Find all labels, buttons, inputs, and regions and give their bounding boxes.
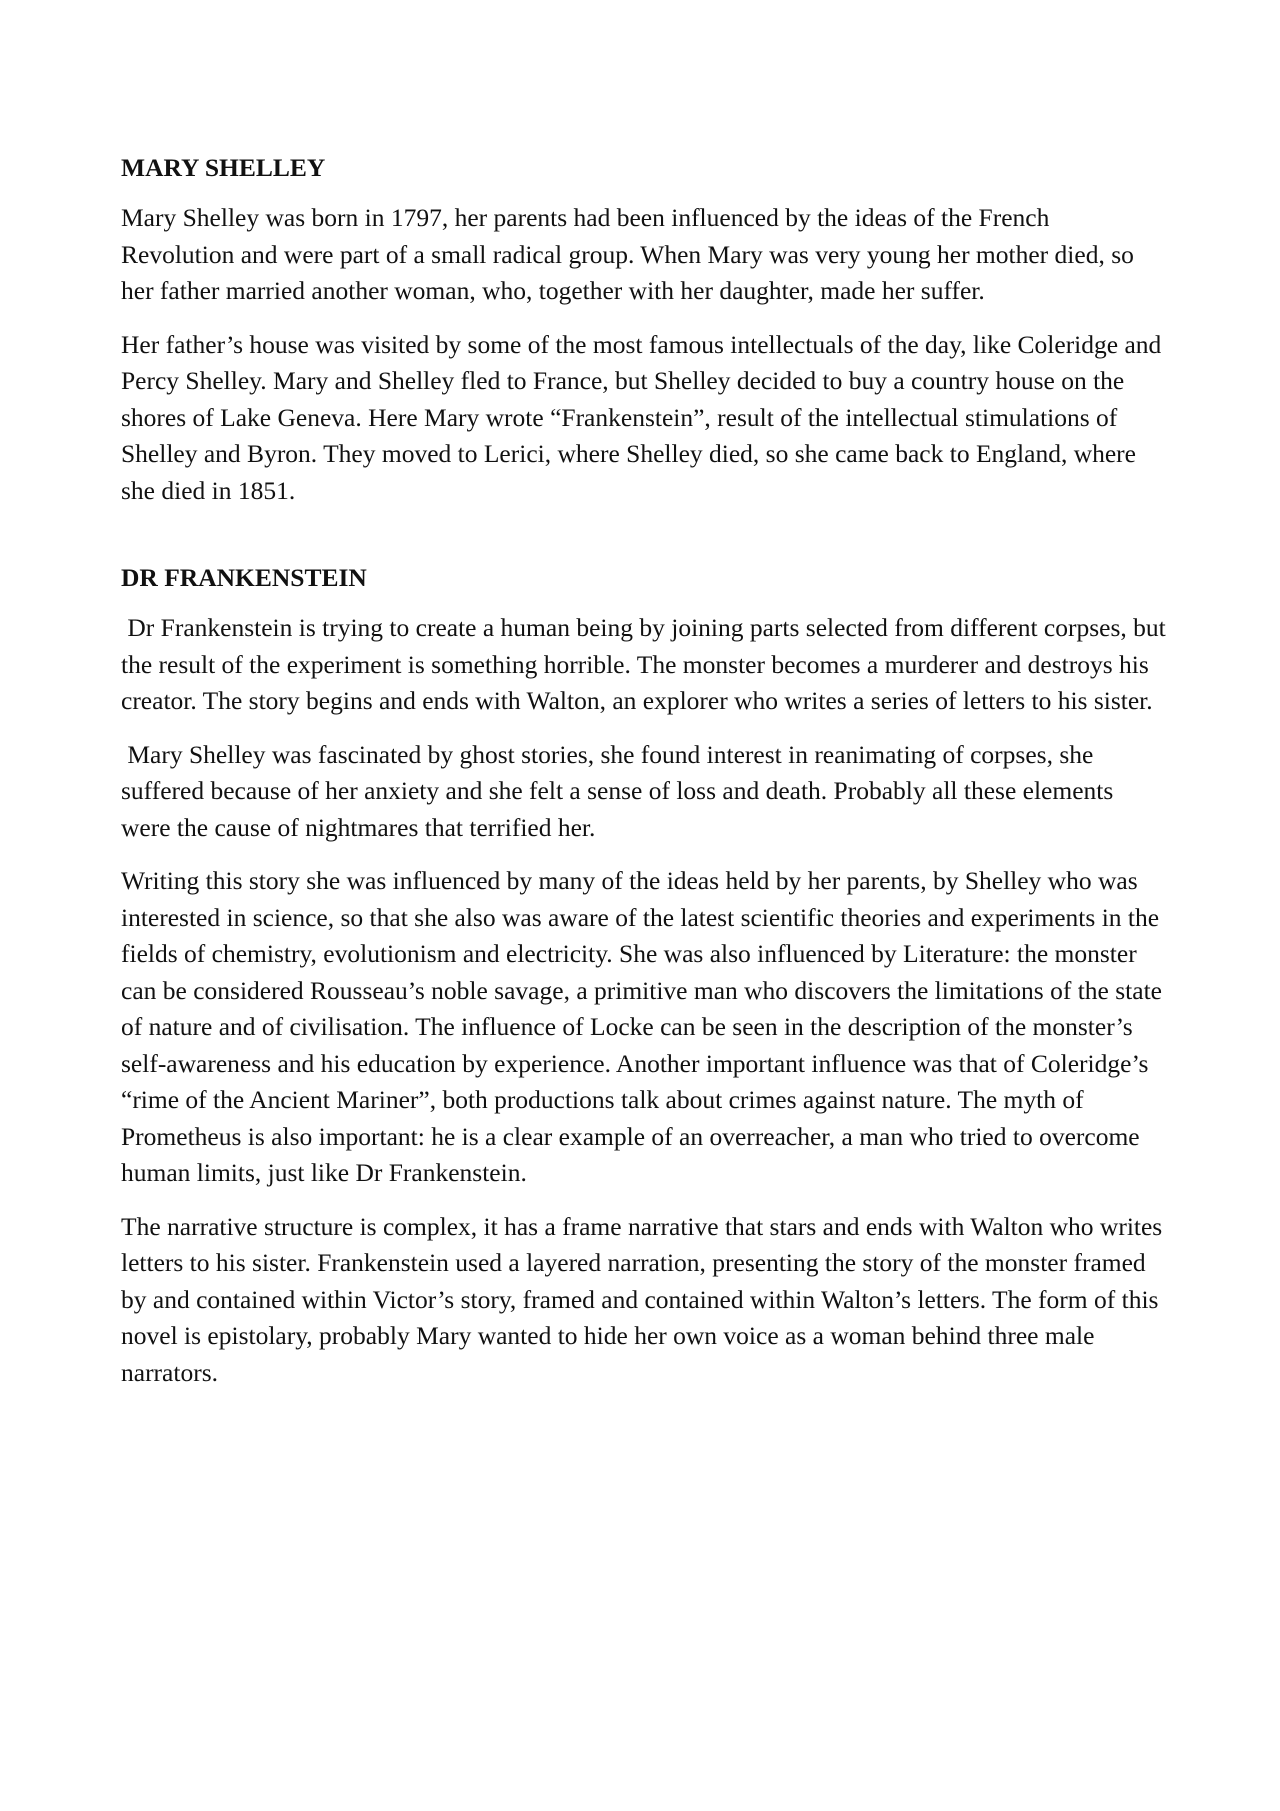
paragraph: The narrative structure is complex, it has a frame narrative that stars and ends with Walton who writes letters to his sister. Frankenstein used a layered narration, presenting the story of the monster framed by and contained within Victor’s story, framed and contained within Walton’s letters. The form of this novel is epistolary, probably Mary wanted to hide her own voice as a woman behind three male narrators.	[121, 1211, 1169, 1387]
section-heading: DR FRANKENSTEIN	[121, 563, 367, 592]
paragraph: Dr Frankenstein is trying to create a human being by joining parts selected from different corpses, but the result of the experiment is something horrible. The monster becomes a murderer and destroys his creator. The story begins and ends with Walton, an explorer who writes a series of letters to his sister.	[121, 613, 1173, 715]
section-heading: MARY SHELLEY	[121, 153, 326, 182]
document-page	[121, 150, 1173, 1408]
section-dr-frankenstein	[121, 560, 1173, 1391]
paragraph: Her father’s house was visited by some of the most famous intellectuals of the day, like Coleridge and Percy Shelley. Mary and Shelley fled to France, but Shelley decided to buy a country house on the shores of Lake Geneva. Here Mary wrote “Frankenstein”, result of the intellectual stimulations of Shelley and Byron. They moved to Lerici, where Shelley died, so she came back to England, where she died in 1851.	[121, 329, 1168, 505]
paragraph: Writing this story she was influenced by many of the ideas held by her parents, by Shelley who was interested in science, so that she also was aware of the latest scientific theories and experiments in the fields of chemistry, evolutionism and electricity. She was also influenced by Literature: the monster can be considered Rousseau’s noble savage, a primitive man who discovers the limitations of the state of nature and of civilisation. The influence of Locke can be seen in the description of the monster’s self-awareness and his education by experience. Another important influence was that of Coleridge’s “rime of the Ancient Mariner”, both productions talk about crimes against nature. The myth of Prometheus is also important: he is a clear example of an overreacher, a man who tried to overcome human limits, just like Dr Frankenstein.	[121, 866, 1169, 1187]
paragraph: Mary Shelley was born in 1797, her parents had been influenced by the ideas of the French Revolution and were part of a small radical group. When Mary was very young her mother died, so her father married another woman, who, together with her daughter, made her suffer.	[121, 203, 1141, 305]
section-spacer	[121, 526, 1167, 560]
paragraph: Mary Shelley was fascinated by ghost stories, she found interest in reanimating of corpses, she suffered because of her anxiety and she felt a sense of loss and death. Probably all these elements were the cause of nightmares that terrified her.	[121, 739, 1120, 842]
section-mary-shelley	[121, 150, 1167, 509]
